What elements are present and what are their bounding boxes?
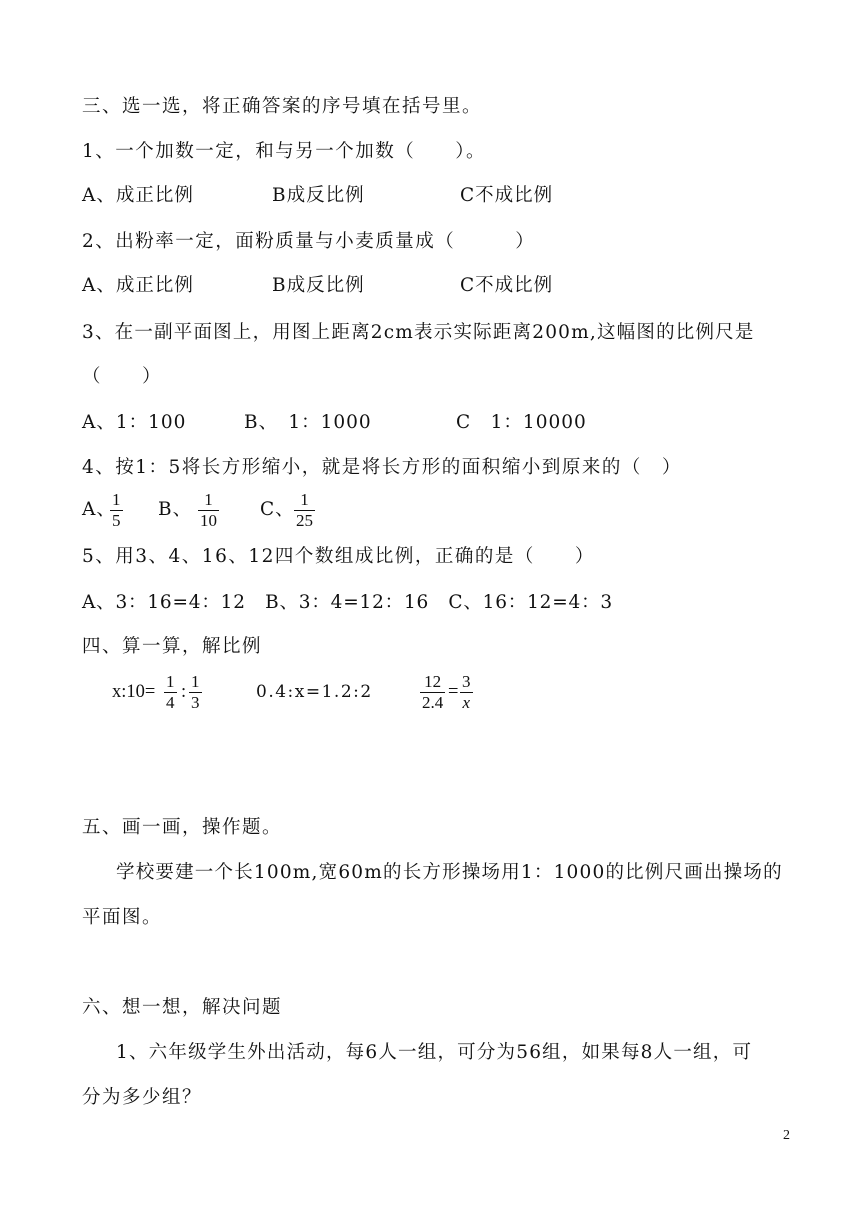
fraction-denominator: 25 [296, 511, 313, 530]
q2-option-c: C不成比例 [460, 275, 554, 296]
q2-option-a: A、成正比例 [82, 275, 194, 296]
eq1-fraction-2 [189, 672, 202, 713]
q3-option-c: C 1：10000 [456, 412, 587, 433]
eq1-fraction-1 [164, 672, 177, 713]
q1-option-c: C不成比例 [460, 185, 554, 206]
fraction-numerator: 1 [166, 672, 175, 691]
q5-options: A、3：16=4：12 B、3：4=12：16 C、16：12=4：3 [82, 592, 613, 613]
section6-line2: 分为多少组？ [82, 1087, 203, 1108]
eq3-equals: = [448, 682, 459, 702]
fraction-numerator: 1 [191, 672, 200, 691]
page-number: 2 [783, 1128, 790, 1143]
eq1-colon: : [181, 682, 187, 702]
q3-option-b: B、 1：1000 [244, 412, 372, 433]
fraction-numerator: 1 [204, 490, 213, 509]
q4-option-a-fraction [110, 490, 123, 531]
q3-text: 3、在一副平面图上，用图上距离2cm表示实际距离200m,这幅图的比例尺是 [82, 322, 755, 343]
section6-title: 六、想一想，解决问题 [82, 997, 283, 1018]
fraction-denominator: 2.4 [422, 693, 444, 712]
q1-text: 1、一个加数一定，和与另一个加数（ ）。 [82, 141, 487, 162]
q4-option-b-fraction [198, 490, 219, 531]
q5-text: 5、用3、4、16、12四个数组成比例，正确的是（ ） [82, 546, 595, 567]
fraction-numerator: 3 [462, 672, 471, 691]
section5-line1: 学校要建一个长100m,宽60m的长方形操场用1：1000的比例尺画出操场的 [116, 862, 783, 883]
fraction-numerator: 12 [424, 672, 442, 691]
q1-option-b: B成反比例 [272, 185, 365, 206]
fraction-denominator: 4 [166, 693, 175, 712]
q3-option-a: A、1：100 [82, 412, 187, 433]
q4-text: 4、按1：5将长方形缩小，就是将长方形的面积缩小到原来的（ ） [82, 457, 682, 478]
eq1-left: x:10= [112, 682, 156, 702]
eq3-fraction-2 [460, 672, 473, 713]
q2-option-b: B成反比例 [272, 275, 365, 296]
fraction-denominator: 5 [112, 511, 121, 530]
q4-option-c-fraction [294, 490, 315, 531]
fraction-denominator: x [462, 693, 471, 712]
fraction-denominator: 3 [191, 693, 200, 712]
q4-option-a-label: A、 [82, 499, 116, 520]
q2-text: 2、出粉率一定，面粉质量与小麦质量成（ ） [82, 231, 536, 252]
q4-option-c-label: C、 [260, 499, 295, 520]
section5-line2: 平面图。 [82, 907, 163, 928]
q1-option-a: A、成正比例 [82, 185, 194, 206]
section5-title: 五、画一画，操作题。 [82, 817, 283, 838]
fraction-denominator: 10 [200, 511, 217, 530]
fraction-numerator: 1 [112, 490, 121, 509]
fraction-numerator: 1 [300, 490, 309, 509]
section6-line1: 1、六年级学生外出活动，每6人一组，可分为56组，如果每8人一组，可 [116, 1042, 753, 1063]
eq3-fraction-1 [420, 672, 445, 713]
q3-text-blank: （ ） [82, 366, 163, 387]
section4-title: 四、算一算，解比例 [82, 636, 263, 657]
eq2: 0.4:x=1.2:2 [256, 682, 373, 702]
q4-option-b-label: B、 [158, 499, 193, 520]
section3-title: 三、选一选，将正确答案的序号填在括号里。 [82, 96, 483, 117]
